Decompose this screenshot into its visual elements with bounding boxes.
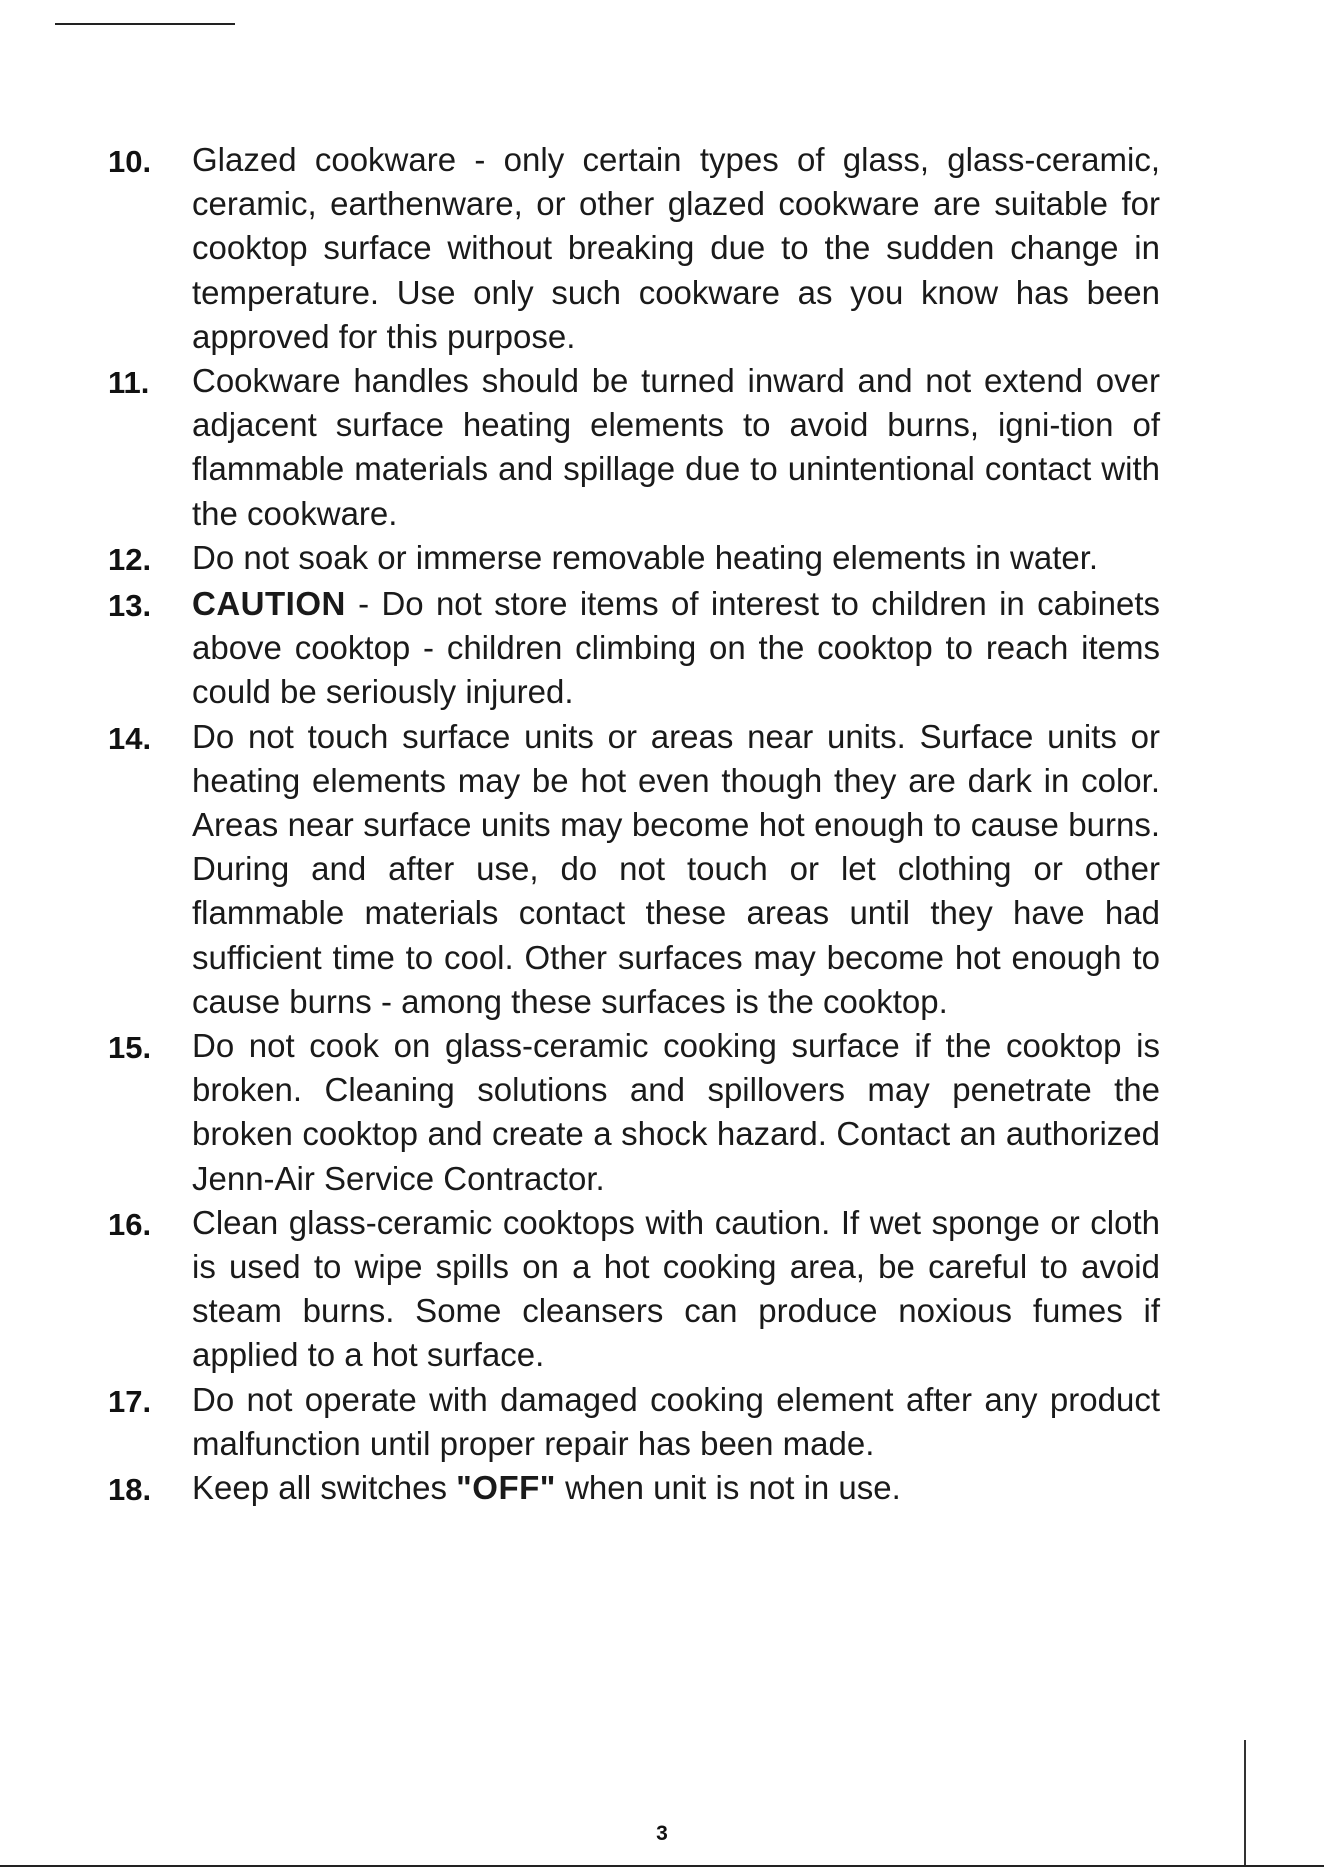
item-text (192, 582, 1160, 715)
list-item (108, 359, 1160, 536)
item-number: 14. (108, 720, 152, 756)
item-number: 15. (108, 1030, 152, 1066)
top-rule (55, 23, 235, 25)
item-text: Clean glass-ceramic cooktops with caution. If wet sponge or cloth is used to wipe spills on a hot cooking area, be careful to avoid steam burns. Some cleansers can produce noxious fumes if applied to a hot surface. (192, 1203, 1160, 1374)
page-number: 3 (656, 1822, 668, 1845)
bottom-rule (0, 1865, 1324, 1867)
list-item (108, 138, 1160, 359)
item-text (192, 1466, 1160, 1510)
list-item (108, 1024, 1160, 1201)
list-item (108, 1378, 1160, 1466)
item-text: Do not cook on glass-ceramic cooking surface if the cooktop is broken. Cleaning solutions and spillovers may penetrate the broken cooktop and create a shock hazard. Contact an authorized Jenn-Air Service Contractor. (192, 1027, 1160, 1197)
item-number: 18. (108, 1472, 152, 1508)
off-emphasis: "OFF" (456, 1469, 556, 1507)
caution-label: CAUTION (192, 585, 346, 623)
item-number: 12. (108, 541, 152, 577)
item-text-before: Keep all switches (192, 1469, 457, 1507)
list-item (108, 1201, 1160, 1378)
item-number: 11. (108, 365, 150, 401)
scan-edge-line (1244, 1740, 1246, 1865)
instruction-list (108, 138, 1160, 1512)
item-number: 17. (108, 1383, 152, 1419)
list-item (108, 536, 1160, 582)
item-text: Do not touch surface units or areas near units. Surface units or heating elements may be hot even though they are dark in color. Areas near surface units may become hot enough to cause burns. During and after use, do not touch or let clothing or other flammable materials contact these areas until they have had sufficient time to cool. Other surfaces may become hot enough to cause burns - among these surfaces is the cooktop. (192, 717, 1160, 1020)
caution-text: - Do not store items of interest to children in cabinets above cooktop - children climbing on the cooktop to reach items could be seriously injured. (192, 585, 1160, 711)
item-text: Do not soak or immerse removable heating elements in water. (192, 538, 1099, 576)
list-item (108, 582, 1160, 715)
item-text-after: when unit is not in use. (555, 1469, 901, 1507)
list-item (108, 1466, 1160, 1512)
list-item (108, 715, 1160, 1024)
item-number: 10. (108, 144, 152, 179)
item-number: 16. (108, 1206, 152, 1242)
item-number: 13. (108, 588, 152, 624)
item-text: Cookware handles should be turned inward and not extend over adjacent surface heating elements to avoid burns, igni-tion of flammable materials and spillage due to unintentional contact with the cookware. (192, 362, 1160, 532)
item-text: Do not operate with damaged cooking element after any product malfunction until proper repair has been made. (192, 1380, 1160, 1462)
item-text: Glazed cookware - only certain types of glass, glass-ceramic, ceramic, earthenware, or other glazed cookware are suitable for cooktop surface without breaking due to the sudden change in temperature. Use only such cookware as you know has been approved for this purpose. (192, 141, 1160, 355)
